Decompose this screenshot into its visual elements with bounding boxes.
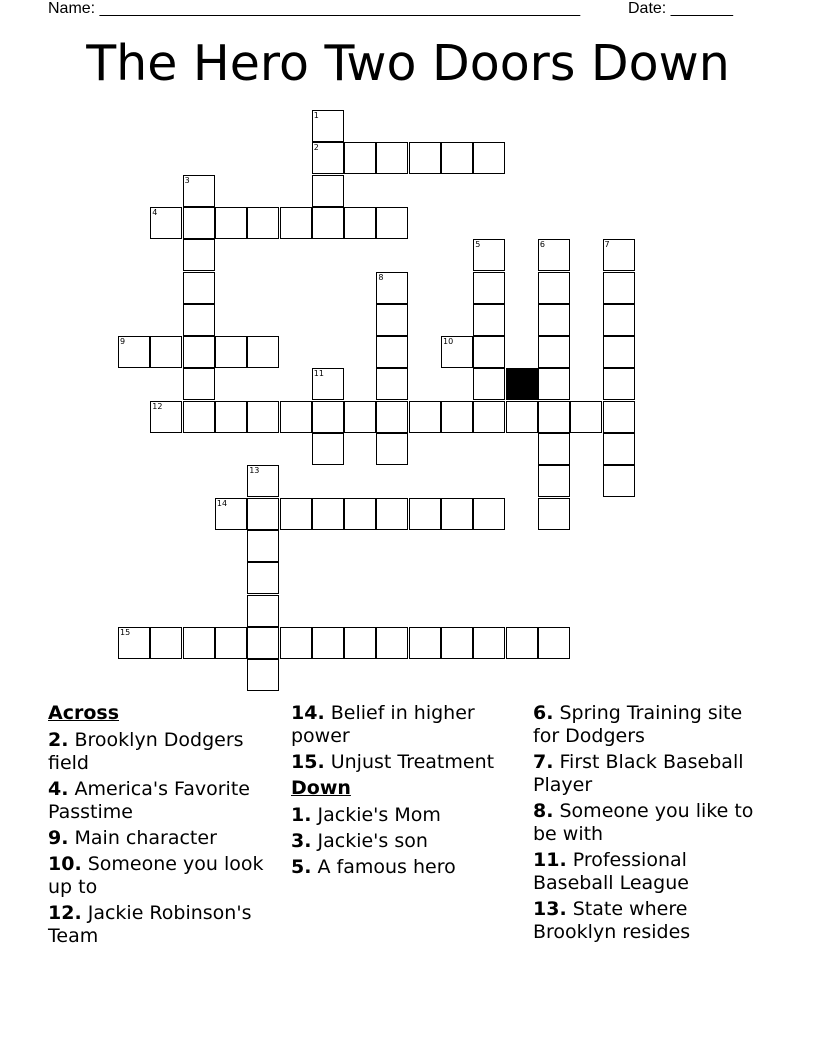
grid-cell[interactable] [118, 336, 150, 368]
grid-cell[interactable] [280, 207, 312, 239]
grid-cell[interactable] [183, 336, 215, 368]
grid-cell[interactable] [215, 627, 247, 659]
grid-cell[interactable] [183, 175, 215, 207]
grid-cell[interactable] [473, 498, 505, 530]
grid-cell[interactable] [280, 498, 312, 530]
grid-cell[interactable] [441, 627, 473, 659]
grid-cell[interactable] [473, 336, 505, 368]
grid-cell[interactable] [312, 498, 344, 530]
clue-across-15: 15. Unjust Treatment [291, 751, 495, 773]
grid-cell[interactable] [183, 401, 215, 433]
grid-cell[interactable] [312, 368, 344, 400]
grid-cell[interactable] [473, 142, 505, 174]
grid-cell[interactable] [441, 336, 473, 368]
grid-cell[interactable] [183, 627, 215, 659]
grid-cell[interactable] [409, 627, 441, 659]
grid-cell[interactable] [409, 498, 441, 530]
grid-cell[interactable] [473, 401, 505, 433]
grid-cell[interactable] [247, 627, 279, 659]
cell-number: 4 [152, 207, 158, 217]
clue-column-1 [48, 702, 288, 951]
clue-column-2 [291, 702, 531, 882]
grid-cell[interactable] [344, 498, 376, 530]
grid-cell[interactable] [312, 175, 344, 207]
cell-number: 14 [216, 498, 228, 508]
cell-number: 6 [539, 240, 545, 250]
clue-down-8: 8. Someone you like to be with [533, 800, 754, 845]
grid-cell[interactable] [538, 336, 570, 368]
clue-across-14: 14. Belief in higher power [291, 702, 475, 747]
grid-cell[interactable] [344, 627, 376, 659]
cell-number: 11 [313, 369, 324, 379]
grid-cell[interactable] [538, 498, 570, 530]
grid-cell[interactable] [376, 401, 408, 433]
grid-cell[interactable] [376, 627, 408, 659]
cell-number: 1 [313, 111, 319, 120]
grid-cell[interactable] [409, 142, 441, 174]
grid-cell[interactable] [215, 207, 247, 239]
grid-cell[interactable] [441, 498, 473, 530]
grid-cell[interactable] [247, 207, 279, 239]
grid-cell[interactable] [473, 368, 505, 400]
cell-number: 10 [443, 337, 454, 347]
grid-cell[interactable] [538, 239, 570, 271]
cell-number: 7 [604, 240, 610, 250]
grid-cell[interactable] [150, 207, 182, 239]
grid-cell[interactable] [183, 304, 215, 336]
grid-cell[interactable] [376, 368, 408, 400]
clue-down-7: 7. First Black Baseball Player [533, 751, 744, 796]
grid-cell[interactable] [150, 401, 182, 433]
grid-cell[interactable] [603, 304, 635, 336]
down-heading: Down [291, 777, 351, 799]
clue-across-10: 10. Someone you look up to [48, 853, 264, 898]
clue-down-5: 5. A famous hero [291, 856, 456, 878]
grid-cell[interactable] [312, 110, 344, 142]
grid-cell[interactable] [312, 207, 344, 239]
grid-cell[interactable] [312, 433, 344, 465]
grid-cell[interactable] [118, 627, 150, 659]
date-field-label[interactable]: Date: _______ [628, 0, 733, 17]
grid-cell[interactable] [247, 595, 279, 627]
grid-cell[interactable] [538, 465, 570, 497]
grid-cell[interactable] [344, 142, 376, 174]
grid-cell[interactable] [538, 433, 570, 465]
grid-cell[interactable] [247, 562, 279, 594]
grid-cell[interactable] [247, 336, 279, 368]
grid-cell[interactable] [376, 304, 408, 336]
clue-down-13: 13. State where Brooklyn resides [533, 898, 691, 943]
clue-down-1: 1. Jackie's Mom [291, 804, 441, 826]
grid-cell[interactable] [215, 498, 247, 530]
grid-cell[interactable] [570, 401, 602, 433]
grid-cell[interactable] [603, 336, 635, 368]
grid-cell[interactable] [183, 272, 215, 304]
grid-cell[interactable] [247, 401, 279, 433]
clue-column-3 [533, 702, 773, 947]
across-heading: Across [48, 702, 120, 724]
clue-across-12: 12. Jackie Robinson's Team [48, 902, 252, 947]
grid-cell[interactable] [312, 627, 344, 659]
grid-cell[interactable] [538, 272, 570, 304]
grid-cell[interactable] [376, 336, 408, 368]
grid-cell[interactable] [344, 401, 376, 433]
grid-cell[interactable] [473, 272, 505, 304]
cell-number: 15 [120, 627, 131, 637]
cell-number: 3 [184, 175, 190, 185]
grid-cell[interactable] [473, 304, 505, 336]
grid-cell[interactable] [603, 401, 635, 433]
grid-cell[interactable] [409, 401, 441, 433]
grid-cell[interactable] [150, 336, 182, 368]
black-cell [506, 368, 538, 400]
grid-cell[interactable] [473, 239, 505, 271]
cell-number: 5 [475, 240, 481, 250]
grid-cell[interactable] [150, 627, 182, 659]
grid-cell[interactable] [312, 142, 344, 174]
clue-across-9: 9. Main character [48, 827, 217, 849]
clue-down-11: 11. Professional Baseball League [533, 849, 689, 894]
grid-cell[interactable] [538, 401, 570, 433]
grid-cell[interactable] [312, 401, 344, 433]
clue-down-6: 6. Spring Training site for Dodgers [533, 702, 743, 747]
grid-cell[interactable] [441, 142, 473, 174]
grid-cell[interactable] [473, 627, 505, 659]
grid-cell[interactable] [506, 401, 538, 433]
grid-cell[interactable] [280, 401, 312, 433]
cell-number: 8 [378, 272, 384, 282]
grid-cell[interactable] [215, 401, 247, 433]
grid-cell[interactable] [376, 498, 408, 530]
grid-cell[interactable] [538, 368, 570, 400]
grid-cell[interactable] [183, 368, 215, 400]
clue-across-4: 4. America's Favorite Passtime [48, 778, 250, 823]
grid-cell[interactable] [441, 401, 473, 433]
grid-cell[interactable] [247, 465, 279, 497]
page-title: The Hero Two Doors Down [86, 35, 730, 92]
grid-cell[interactable] [538, 304, 570, 336]
cell-number: 9 [120, 337, 126, 347]
grid-cell[interactable] [376, 142, 408, 174]
grid-cell[interactable] [376, 433, 408, 465]
grid-cell[interactable] [280, 627, 312, 659]
grid-cell[interactable] [247, 498, 279, 530]
grid-cell[interactable] [183, 239, 215, 271]
name-field-label[interactable]: Name: ______________________________________________________ [48, 0, 581, 17]
grid-cell[interactable] [247, 659, 279, 691]
grid-cell[interactable] [183, 207, 215, 239]
cell-number: 13 [249, 466, 260, 476]
grid-cell[interactable] [376, 207, 408, 239]
grid-cell[interactable] [344, 207, 376, 239]
cell-number: 12 [152, 401, 163, 411]
clue-across-2: 2. Brooklyn Dodgers field [48, 729, 244, 774]
cell-number: 2 [313, 143, 319, 153]
grid-cell[interactable] [603, 239, 635, 271]
grid-cell[interactable] [603, 272, 635, 304]
grid-cell[interactable] [376, 272, 408, 304]
grid-cell[interactable] [247, 530, 279, 562]
clue-down-3: 3. Jackie's son [291, 830, 428, 852]
grid-cell[interactable] [506, 627, 538, 659]
grid-cell[interactable] [215, 336, 247, 368]
grid-cell[interactable] [603, 433, 635, 465]
grid-cell[interactable] [538, 627, 570, 659]
grid-cell[interactable] [603, 465, 635, 497]
grid-cell[interactable] [603, 368, 635, 400]
